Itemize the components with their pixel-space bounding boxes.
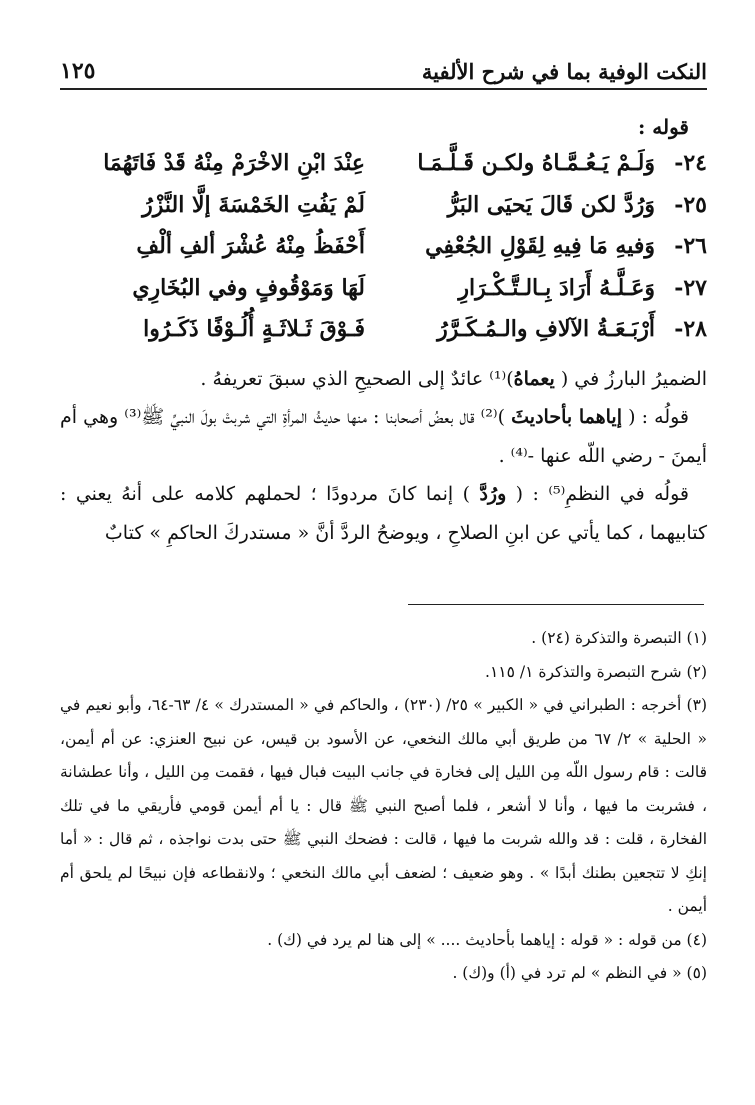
verse-first-hemistich: وَعَـلَّـهُ أَرَادَ بِـالـتَّـكْـرَارِ [458,274,655,301]
footnote-5: (٥) « في النظم » لم ترد في (أ) و(ك) . [452,964,707,982]
footnote-1: (١) التبصرة والتذكرة (٢٤) . [531,629,707,647]
verse-second-hemistich: أَحْفَظُ مِنْهُ عُشْرَ ألفِ ألْفِ [136,233,365,259]
paragraph-text: الضميرُ البارزُ في ( [554,367,707,390]
verse-second-hemistich: فَـوْقَ ثَـلاثَـةٍ أُلُـوْفًا ذَكَـرُوا [143,316,365,342]
verse-first-hemistich: وَرُدَّ لكن قَالَ يَحيَى البَرُّ [447,191,655,218]
main-text [60,110,707,552]
running-title: النكت الوفية بما في شرح الألفية [421,59,707,84]
quoted-term: ورُدَّ [479,483,507,505]
footnote-3: (٣) أخرجه : الطبراني في « الكبير » ٢٥/ (٢٣٠) ، والحاكم في « المستدرك » ٤/ ٦٣-٦٤، وأبو نعيم في « الحلية » ٢/ ٦٧ من طريق أبي مالك النخعي، عن الأسود بن قيس، عن نبيح العنزي: عن أم أيمن، قالت : قام رسول اللّه مِن الليل إلى فخارة في جانب البيت فبال فيها ، فقمت مِن الليل ، وأنا عطشانة ، فشربت ما فيها ، وأنا لا أشعر ، فلما أصبح النبي ﷺ قال : يا أم أيمن قومي فأريقي ما في تلك الفخارة ، قلت : قد والله شربت ما فيها ، قالت : فضحك النبي ﷺ حتى بدت نواجذه ، ثم قال : « أما إنكِ لا تتجعين بطنك أبدًا » . وهو ضعيف ؛ لضعف أبي مالك النخعي ؛ ولانقطاعه فإن نبيحًا لم يلحق أم أيمن . [60,696,707,915]
footnote-4: (٤) من قوله : « قوله : إياهما بأحاديث .... » إلى هنا لم يرد في (ك) . [267,930,707,949]
qawluh-label: قوله : [637,115,689,139]
verse-number: ٢٦- [674,233,707,259]
verse-28 [60,316,707,358]
verse-number: ٢٨- [674,316,707,342]
verse-second-hemistich: لَمْ يَفُتِ الخَمْسَةَ إلَّا النَّزْرُ [142,191,365,218]
footnote-divider [408,604,704,605]
paragraph-text: قولُه في النظمِ⁽⁵⁾ : ( [506,483,689,505]
header-divider [60,88,707,90]
page-header [60,44,707,84]
verse-25 [60,192,707,234]
verse-27 [60,275,707,317]
quoted-term: يعماهُ [513,367,555,390]
verse-number: ٢٧- [674,274,707,301]
verse-24 [60,150,707,192]
commentary-paragraph [60,398,707,475]
footnote-2: (٢) شرح التبصرة والتذكرة ١/ ١١٥. [485,662,707,681]
quoted-term: إياهما بأحاديثَ [511,406,622,428]
commentary-paragraph [60,360,707,399]
paragraph-text: قولُه : ( [621,406,690,428]
footnotes [60,622,707,991]
verse-number: ٢٥- [674,191,707,218]
verse-second-hemistich: عِنْدَ ابْنِ الاخْرَمْ مِنْهُ قَدْ فَاتَهُمَا [103,150,365,176]
commentary-paragraph [60,475,707,552]
verse-first-hemistich: وَفيهِ مَا فِيهِ لِقَوْلِ الجُعْفِي [425,233,655,259]
page-number: ١٢٥ [60,58,96,84]
paragraph-text: )⁽¹⁾ عائدٌ إلى الصحيحِ الذي سبقَ تعريفهُ . [200,367,514,390]
verse-first-hemistich: أَرْبَـعَـةُ الآلافِ والـمُـكَـرَّرُ [437,316,655,342]
paragraph-text: )⁽²⁾ قال بعضُ أصحابنا : منها حديثُ المرأةِ التي شربتْ بولَ النبيِّ ﷺ⁽³⁾ وهي أم أيمنَ - رضي اللّه عنها -⁽⁴⁾ . [60,406,707,467]
verse-second-hemistich: لَهَا وَمَوْقُوفٍ وفي البُخَارِي [132,274,365,301]
paragraph-text: ) إنما كانَ مردودًا ؛ لحملهم كلامه على أنهُ يعني : كتابيهما ، كما يأتي عن ابنِ الصلاحِ ، ويوضحُ الردَّ أنَّ « مستدركَ الحاكمِ » كتابٌ [60,483,707,544]
verse-26 [60,233,707,275]
verse-first-hemistich: وَلَـمْ يَـعُـمَّـاهُ ولكـن قَـلَّـمَـا [417,150,655,176]
verse-number: ٢٤- [674,150,707,176]
